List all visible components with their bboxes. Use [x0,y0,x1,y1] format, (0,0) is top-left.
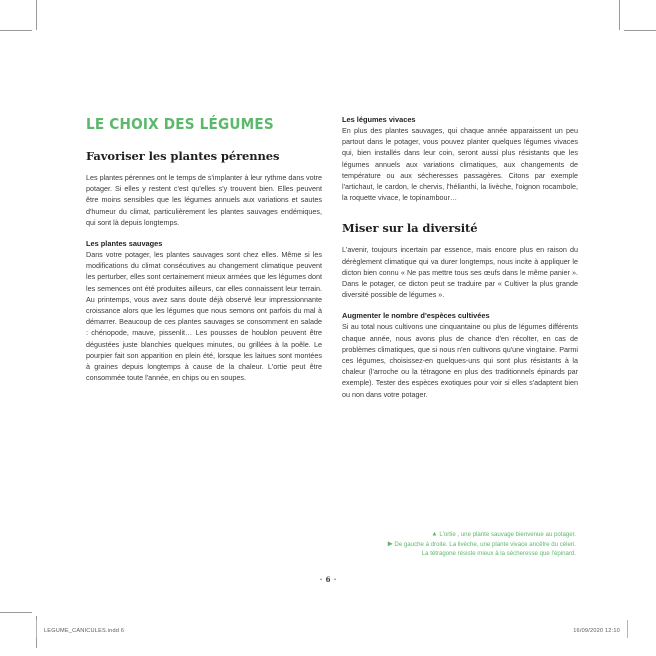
triangle-right-icon: ▶ [387,540,393,548]
subheading-augmenter-especes: Augmenter le nombre d'espèces cultivées [342,311,490,321]
folio-dot-right: • [333,577,337,583]
page-sheet [36,30,620,616]
page-title: LE CHOIX DES LÉGUMES [86,115,274,133]
caption-text-3: La tétragone résiste mieux à la sécheresse que l'épinard. [421,550,576,558]
left-column [86,115,322,400]
subheading-plantes-sauvages: Les plantes sauvages [86,239,163,249]
slug-line [0,624,656,646]
folio [36,575,620,584]
subheading-legumes-vivaces: Les légumes vivaces [342,115,416,124]
crop-mark-top-left-horizontal [0,30,32,31]
slug-filename: LEGUME_CANICULES.indd 6 [44,628,125,634]
heading-miser-sur-la-diversite: Miser sur la diversité [342,221,478,236]
article-columns [86,115,578,400]
page-number: 6 [325,575,331,584]
caption-block [346,530,576,559]
crop-mark-bottom-left-horizontal [0,612,32,613]
right-column [342,115,578,400]
slug-rule-left [36,620,37,638]
paragraph-plantes-sauvages: Dans votre potager, les plantes sauvages sont chez elles. Même si les modifications du climat consécutives au changement climatique peuvent les perturber, elles sont certainement mieux armées que les légumes dont les semences ont été produites ailleurs, car elles connaissent leur terrain. Au printemps, vous avez sans doute déjà observé leur impressionnante croissance alors que les légumes que nous semons ont parfois du mal à démarrer. Beaucoup de ces plantes sauvages se consomment en salade : chénopode, mauve, pissenlit… Les pousses de houblon peuvent être dégustées juste blanchies quelques minutes, ou grillées à la poêle. Le pourpier fait son apparition en plein été, lorsque les laitues sont montées à graines depuis longtemps à cause de la chaleur. L'ortie peut être consommée toute l'année, en chips ou en soupes. [86,250,322,383]
paragraph-legumes-vivaces: En plus des plantes sauvages, qui chaque année apparaissent un peu partout dans le potager, vous pouvez planter quelques légumes vivaces qui, bien installés dans leur coin, seront aussi plus résistants que les légumes annuels aux variations climatiques, aux changements de température ou aux sécheresses passagères. Citons par exemple l'artichaut, le cardon, le chervis, l'hélianthi, la livèche, l'oignon rocambole, la roquette vivace, le topinambour… [342,126,578,203]
heading-favoriser-plantes-perennes: Favoriser les plantes pérennes [86,149,280,163]
caption-text-2: De gauche à droite. La livèche, une plante vivace ancêtre du céleri. [394,540,576,548]
crop-mark-top-left-vertical [36,0,37,32]
caption-line-3 [346,549,576,559]
slug-timestamp: 16/09/2020 12:10 [573,628,620,634]
paragraph-diversite: L'avenir, toujours incertain par essence, mais encore plus en raison du dérèglement climatique qui va durer longtemps, nous incite à appliquer le dicton bien connu « Ne pas mettre tous ses œufs dans le même panier ». Dans le potager, ce dicton peut se traduire par « Cultiver la plus grande diversité possible de légumes ». [342,245,578,300]
paragraph-plantes-perennes: Les plantes pérennes ont le temps de s'implanter à leur rythme dans votre potager. Si elles y restent c'est qu'elles s'y trouvent bien. Elles peuvent être moins sensibles que les légumes annuels aux variations et sautes d'humeur du climat, particulièrement les plantes sauvages endémiques, qui sont là depuis longtemps. [86,173,322,227]
crop-mark-top-right-horizontal [624,30,656,31]
crop-mark-top-right-vertical [619,0,620,32]
caption-line-1 [346,530,576,540]
caption-text-1: L'ortie , une plante sauvage bienvenue au potager. [439,531,576,538]
paragraph-especes-cultivees: Si au total nous cultivons une cinquantaine ou plus de légumes différents chaque année, nous avons plus de chance d'en récolter, en cas de problèmes climatiques, que si nous n'en cultivons qu'une vingtaine. Parmi ces légumes, choisissez-en quelques-uns qui sont plus résistants à la chaleur (l'arroche ou la tétragone en plus des traditionnels épinards par exemple). Tester des espèces exotiques pour voir si elles s'adaptent bien ou non dans votre potager. [342,322,578,399]
triangle-up-icon: ▲ [431,530,438,538]
caption-line-2 [346,540,576,550]
folio-dot-left: • [319,577,323,583]
slug-rule-right [627,620,628,638]
